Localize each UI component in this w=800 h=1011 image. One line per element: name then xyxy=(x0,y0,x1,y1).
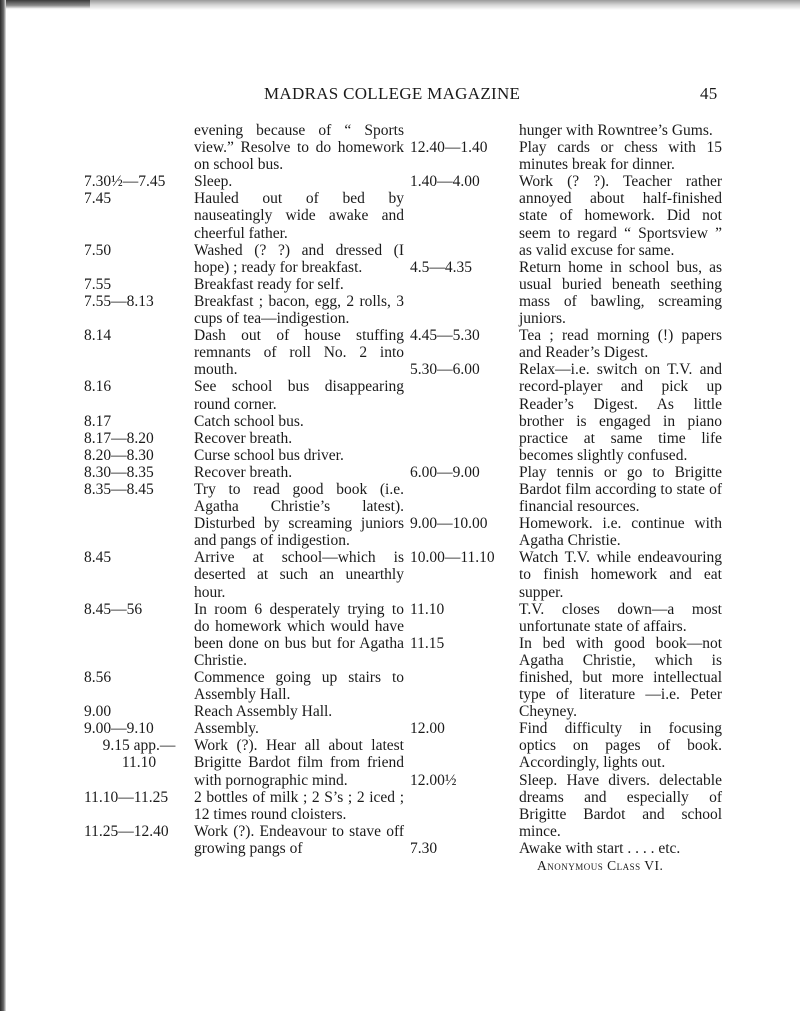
timetable-entry xyxy=(84,122,404,173)
timetable-entry xyxy=(84,413,404,430)
timetable-entry xyxy=(84,276,404,293)
entry-text: Try to read good book (i.e. Agatha Christie’s latest). Disturbed by screaming juniors and pangs of indigestion. xyxy=(194,480,404,550)
right-column xyxy=(410,122,722,874)
entry-text: Play cards or chess with 15 minutes break for dinner. xyxy=(519,139,722,174)
timetable-entry xyxy=(410,720,722,771)
entry-time: 8.17—8.20 xyxy=(84,429,154,447)
timetable-entry xyxy=(410,327,722,361)
entry-text: Catch school bus. xyxy=(194,412,304,430)
entry-time: 4.45—5.30 xyxy=(410,327,480,345)
entry-text: Sleep. Have divers. delectable dreams and especially of Brigitte Bardot and school mince. xyxy=(519,771,722,840)
entry-text: Watch T.V. while endeavouring to finish homework and eat supper. xyxy=(519,549,722,601)
page-number: 45 xyxy=(700,84,718,103)
entry-text: In room 6 desperately trying to do homework which would have been done on bus but for Agatha Christie. xyxy=(194,600,404,669)
entry-time: 8.45 xyxy=(84,549,112,567)
entry-time: 7.55 xyxy=(84,275,112,293)
entry-time: 9.15 app.— 11.10 xyxy=(102,737,176,772)
entry-time: 11.10 xyxy=(410,600,445,618)
entry-text: Curse school bus driver. xyxy=(194,446,344,464)
entry-text: 2 bottles of milk ; 2 S’s ; 2 iced ; 12 times round cloisters. xyxy=(194,788,404,823)
entry-text: Breakfast ready for self. xyxy=(194,275,344,293)
entry-time: 8.14 xyxy=(84,327,112,345)
entry-text: Recover breath. xyxy=(194,429,293,447)
entry-text: hunger with Rowntree’s Gums. xyxy=(519,122,713,139)
entry-text: Washed (? ?) and dressed (I hope) ; ready for breakfast. xyxy=(194,241,404,276)
entry-time: 6.00—9.00 xyxy=(410,463,480,481)
scan-edge-top xyxy=(0,0,800,10)
entry-time: 7.55—8.13 xyxy=(84,292,154,310)
entry-time: 5.30—6.00 xyxy=(410,361,480,379)
entry-text: Hauled out of bed by nauseatingly wide awake and cheerful father. xyxy=(194,190,404,242)
entry-text: Find difficulty in focusing optics on pages of book. Accordingly, lights out. xyxy=(519,720,722,772)
entry-time: 7.45 xyxy=(84,190,112,208)
entry-time: 12.00 xyxy=(410,720,445,738)
entry-time: 12.40—1.40 xyxy=(410,139,488,157)
page-title: MADRAS COLLEGE MAGAZINE xyxy=(264,84,521,103)
timetable-entry xyxy=(410,635,722,720)
entry-time: 8.30—8.35 xyxy=(84,463,154,481)
entry-text: Sleep. xyxy=(194,173,233,191)
timetable-entry xyxy=(84,549,404,600)
entry-text: Arrive at school—which is deserted at such an unearthly hour. xyxy=(194,549,404,601)
author-signature: Anonymous Class VI. xyxy=(537,858,664,874)
entry-text: Work (?). Endeavour to stave off growing pangs of xyxy=(194,822,404,857)
entry-text: In bed with good book—not Agatha Christie, which is finished, but more intellectual type of literature —i.e. Peter Cheyney. xyxy=(519,634,722,721)
entry-time: 7.30 xyxy=(410,839,438,857)
entry-text: Tea ; read morning (!) papers and Reader’s Digest. xyxy=(519,327,722,362)
timetable-entry xyxy=(410,464,722,515)
timetable-entry xyxy=(84,173,404,190)
entry-time: 8.56 xyxy=(84,669,112,686)
timetable-entry xyxy=(410,515,722,549)
timetable-entry xyxy=(84,789,404,823)
entry-text: Return home in school bus, as usual buried beneath seething mass of bawling, screaming juniors. xyxy=(519,258,722,328)
entry-text: Commence going up stairs to Assembly Hall. xyxy=(194,669,404,704)
timetable-entry xyxy=(410,361,722,464)
entry-text: Reach Assembly Hall. xyxy=(194,703,333,721)
entry-time: 9.00 xyxy=(84,703,112,721)
timetable-entry xyxy=(410,259,722,327)
timetable-entry xyxy=(410,139,722,173)
timetable-entry xyxy=(84,464,404,481)
entry-time: 9.00—9.10 xyxy=(84,720,154,738)
timetable-entry xyxy=(410,840,722,857)
entry-time: 9.00—10.00 xyxy=(410,515,488,533)
timetable-entry xyxy=(84,669,404,703)
timetable-entry xyxy=(84,242,404,276)
entry-text: Recover breath. xyxy=(194,463,293,481)
timetable-entry xyxy=(84,327,404,378)
entry-time: 11.15 xyxy=(410,634,445,652)
scan-edge-left xyxy=(0,0,6,1011)
entry-time: 8.17 xyxy=(84,412,112,430)
timetable-entry xyxy=(84,737,404,788)
entry-text: Work (?). Hear all about latest Brigitte Bardot film from friend with pornographic mind. xyxy=(194,737,404,789)
entry-text: Play tennis or go to Brigitte Bardot film according to state of financial resources. xyxy=(519,463,722,516)
entry-time: 8.45—56 xyxy=(84,600,143,618)
timetable-entry xyxy=(84,190,404,241)
timetable-entry xyxy=(84,430,404,447)
entry-time: 11.25—12.40 xyxy=(84,822,169,840)
entry-text: Relax—i.e. switch on T.V. and record-player and pick up Reader’s Digest. As little brother is engaged in piano practice at same time life becomes slightly confused. xyxy=(519,361,722,464)
entry-time: 7.50 xyxy=(84,241,112,259)
entry-text: Breakfast ; bacon, egg, 2 rolls, 3 cups of tea—indigestion. xyxy=(194,292,404,328)
timetable-entry xyxy=(410,601,722,635)
scan-edge-corner xyxy=(0,0,90,9)
entry-text: Homework. i.e. continue with Agatha Christie. xyxy=(519,515,722,550)
entry-time: 8.20—8.30 xyxy=(84,446,154,464)
timetable-entry xyxy=(84,447,404,464)
entry-time: 8.16 xyxy=(84,378,112,396)
entry-time: 12.00½ xyxy=(410,771,457,789)
timetable-entry xyxy=(84,823,404,857)
timetable-entry xyxy=(410,173,722,258)
timetable-entry xyxy=(84,293,404,327)
timetable-entry xyxy=(84,703,404,720)
entry-time: 4.5—4.35 xyxy=(410,258,472,276)
timetable-entry xyxy=(84,481,404,549)
entry-text: Work (? ?). Teacher rather annoyed about half-finished state of homework. Did not seem to regard “ Sportsview ” as valid excuse for same. xyxy=(519,173,722,259)
entry-time: 1.40—4.00 xyxy=(410,173,480,191)
timetable-entry xyxy=(410,549,722,600)
entry-text: Awake with start . . . . etc. xyxy=(519,839,681,857)
entry-text: Assembly. xyxy=(194,720,259,738)
entry-text: evening because of “ Sports view.” Resolve to do homework on school bus. xyxy=(194,122,404,174)
entry-time: 10.00—11.10 xyxy=(410,549,495,567)
page-header xyxy=(0,84,800,108)
entry-time: 11.10—11.25 xyxy=(84,788,169,806)
entry-time: 7.30½—7.45 xyxy=(84,173,166,191)
entry-text: Dash out of house stuffing remnants of roll No. 2 into mouth. xyxy=(194,327,404,379)
entry-text: See school bus disappearing round corner. xyxy=(194,378,404,413)
timetable-entry xyxy=(410,772,722,840)
timetable-entry xyxy=(410,122,722,139)
timetable-entry xyxy=(84,720,404,737)
timetable-entry xyxy=(84,601,404,669)
timetable-entry xyxy=(84,378,404,412)
entry-time: 8.35—8.45 xyxy=(84,480,154,498)
left-column xyxy=(84,122,404,857)
entry-text: T.V. closes down—a most unfortunate state of affairs. xyxy=(519,600,722,635)
